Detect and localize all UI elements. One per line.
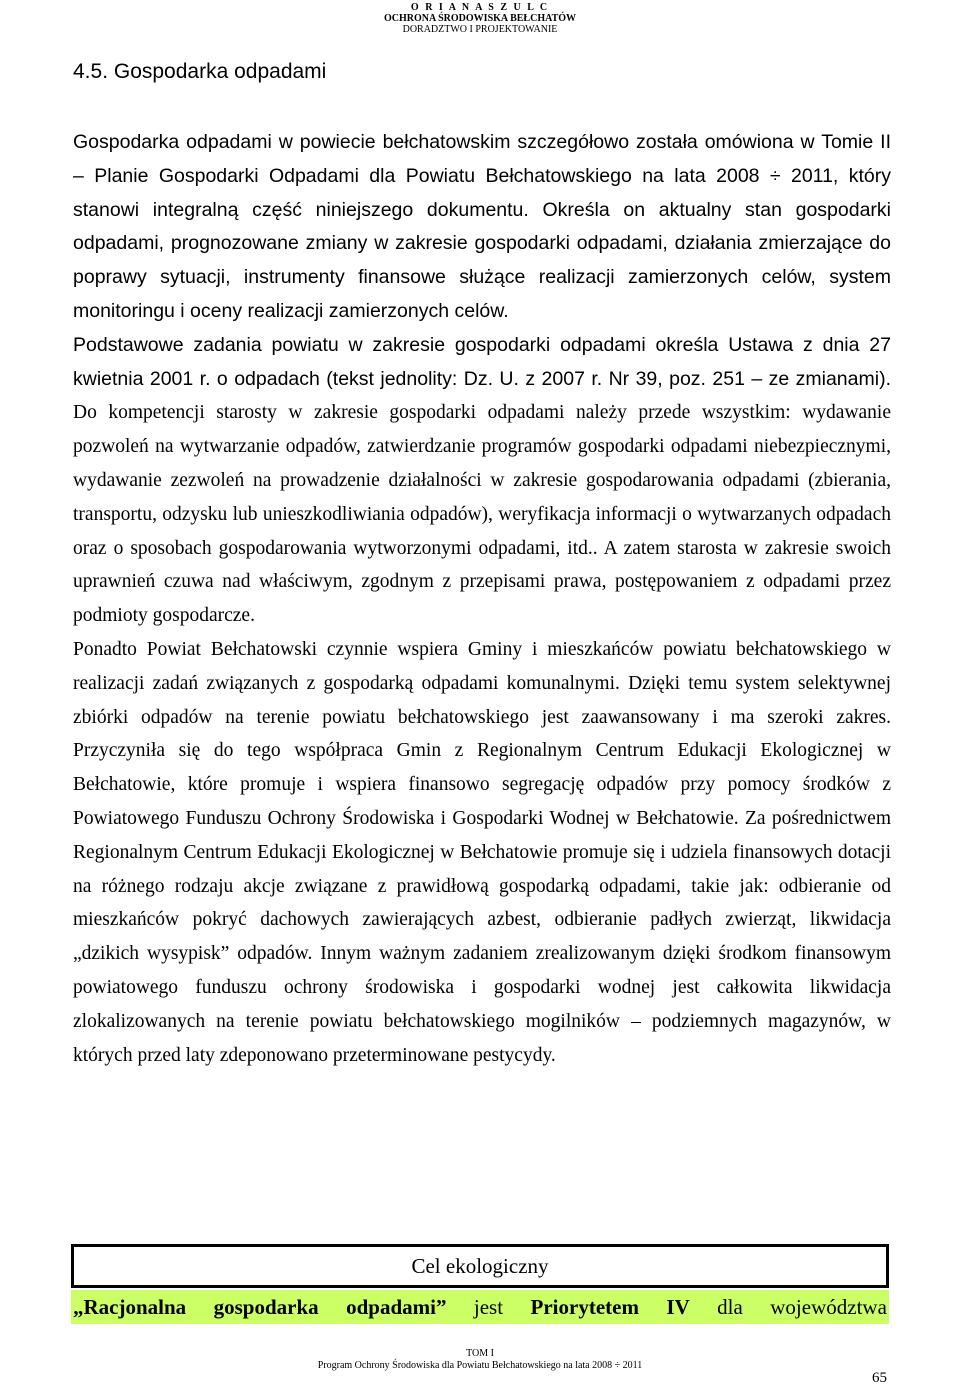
eco-word-8: województwa	[770, 1294, 887, 1319]
footer-volume: TOM I	[466, 1348, 494, 1359]
eco-goal-statement	[71, 1290, 889, 1324]
paragraph-3: Ponadto Powiat Bełchatowski czynnie wspiera Gminy i mieszkańców powiatu bełchatowskiego w realizacji zadań związanych z gospodarką odpadami komunalnymi. Dzięki temu system selektywnej zbiórki odpadów na terenie powiatu bełchatowskiego jest zaawansowany i ma szeroki zakres. Przyczyniła się do tego współpraca Gmin z Regionalnym Centrum Edukacji Ekologicznej w Bełchatowie, które promuje i wspiera finansowo segregację odpadów przy pomocy środków z Powiatowego Funduszu Ochrony Środowiska i Gospodarki Wodnej w Bełchatowie. Za pośrednictwem Regionalnym Centrum Edukacji Ekologicznej w Bełchatowie promuje się i udziela finansowych dotacji na różnego rodzaju akcje związane z prawidłową gospodarką odpadami, takie jak: odbieranie od mieszkańców pokryć dachowych zawierających azbest, odbieranie padłych zwierząt, likwidacja „dzikich wysypisk” odpadów. Innym ważnym zadaniem zrealizowanym dzięki środkom finansowym powiatowego funduszu ochrony środowiska i gospodarki wodnej jest całkowita likwidacja zlokalizowanych na terenie powiatu bełchatowskiego mogilników – podziemnych magazynów, w których przed laty zdeponowano przeterminowane pestycydy.	[73, 638, 891, 1066]
eco-word-3: odpadami”	[346, 1294, 447, 1319]
footer-program-title: Program Ochrony Środowiska dla Powiatu Bełchatowskiego na lata 2008 ÷ 2011	[317, 1360, 643, 1371]
header-org: OCHRONA ŚRODOWISKA BEŁCHATÓW	[383, 13, 577, 24]
header-subtitle: DORADZTWO I PROJEKTOWANIE	[402, 24, 558, 35]
section-heading: 4.5. Gospodarka odpadami	[73, 60, 327, 83]
eco-word-1: „Racjonalna	[73, 1294, 187, 1319]
paragraph-2-intro: Podstawowe zadania powiatu w zakresie gospodarki odpadami określa Ustawa z dnia 27 kwietnia 2001 r. o odpadach (tekst jednolity: Dz. U. z 2007 r. Nr 39, poz. 251 – ze zmianami).	[73, 333, 891, 390]
page-number: 65	[872, 1370, 887, 1386]
paragraph-2	[73, 329, 891, 633]
page-header	[0, 2, 960, 35]
eco-word-2: gospodarka	[213, 1294, 319, 1319]
paragraph-1: Gospodarka odpadami w powiecie bełchatowskim szczegółowo została omówiona w Tomie II – Planie Gospodarki Odpadami dla Powiatu Bełchatowskiego na lata 2008 ÷ 2011, który stanowi integralną część niniejszego dokumentu. Określa on aktualny stan gospodarki odpadami, prognozowane zmiany w zakresie gospodarki odpadami, działania zmierzające do poprawy sytuacji, instrumenty finansowe służące realizacji zamierzonych celów, system monitoringu i oceny realizacji zamierzonych celów.	[73, 131, 891, 322]
eco-word-4: jest	[473, 1294, 504, 1319]
page-footer	[0, 1348, 960, 1372]
header-company-name: O R I A N A S Z U L C	[410, 2, 550, 13]
eco-goal-title: Cel ekologiczny	[411, 1253, 549, 1278]
eco-word-5: Priorytetem	[530, 1294, 639, 1319]
paragraph-2-rest: Do kompetencji starosty w zakresie gospodarki odpadami należy przede wszystkim: wydawanie pozwoleń na wytwarzanie odpadów, zatwierdzanie programów gospodarki odpadami niebezpiecznymi, wydawanie zezwoleń na prowadzenie działalności w zakresie gospodarowania odpadami (zbierania, transportu, odzysku lub unieszkodliwiania odpadów), weryfikacja informacji o wytwarzanych odpadach oraz o sposobach gospodarowania wytworzonymi odpadami, itd.. A zatem starosta w zakresie swoich uprawnień czuwa nad właściwym, zgodnym z przepisami prawa, postępowaniem z odpadami przez podmioty gospodarcze.	[73, 402, 891, 627]
body-text	[73, 126, 891, 1072]
eco-word-6: IV	[666, 1294, 690, 1319]
eco-goal-box	[71, 1244, 889, 1288]
eco-word-7: dla	[717, 1294, 743, 1319]
